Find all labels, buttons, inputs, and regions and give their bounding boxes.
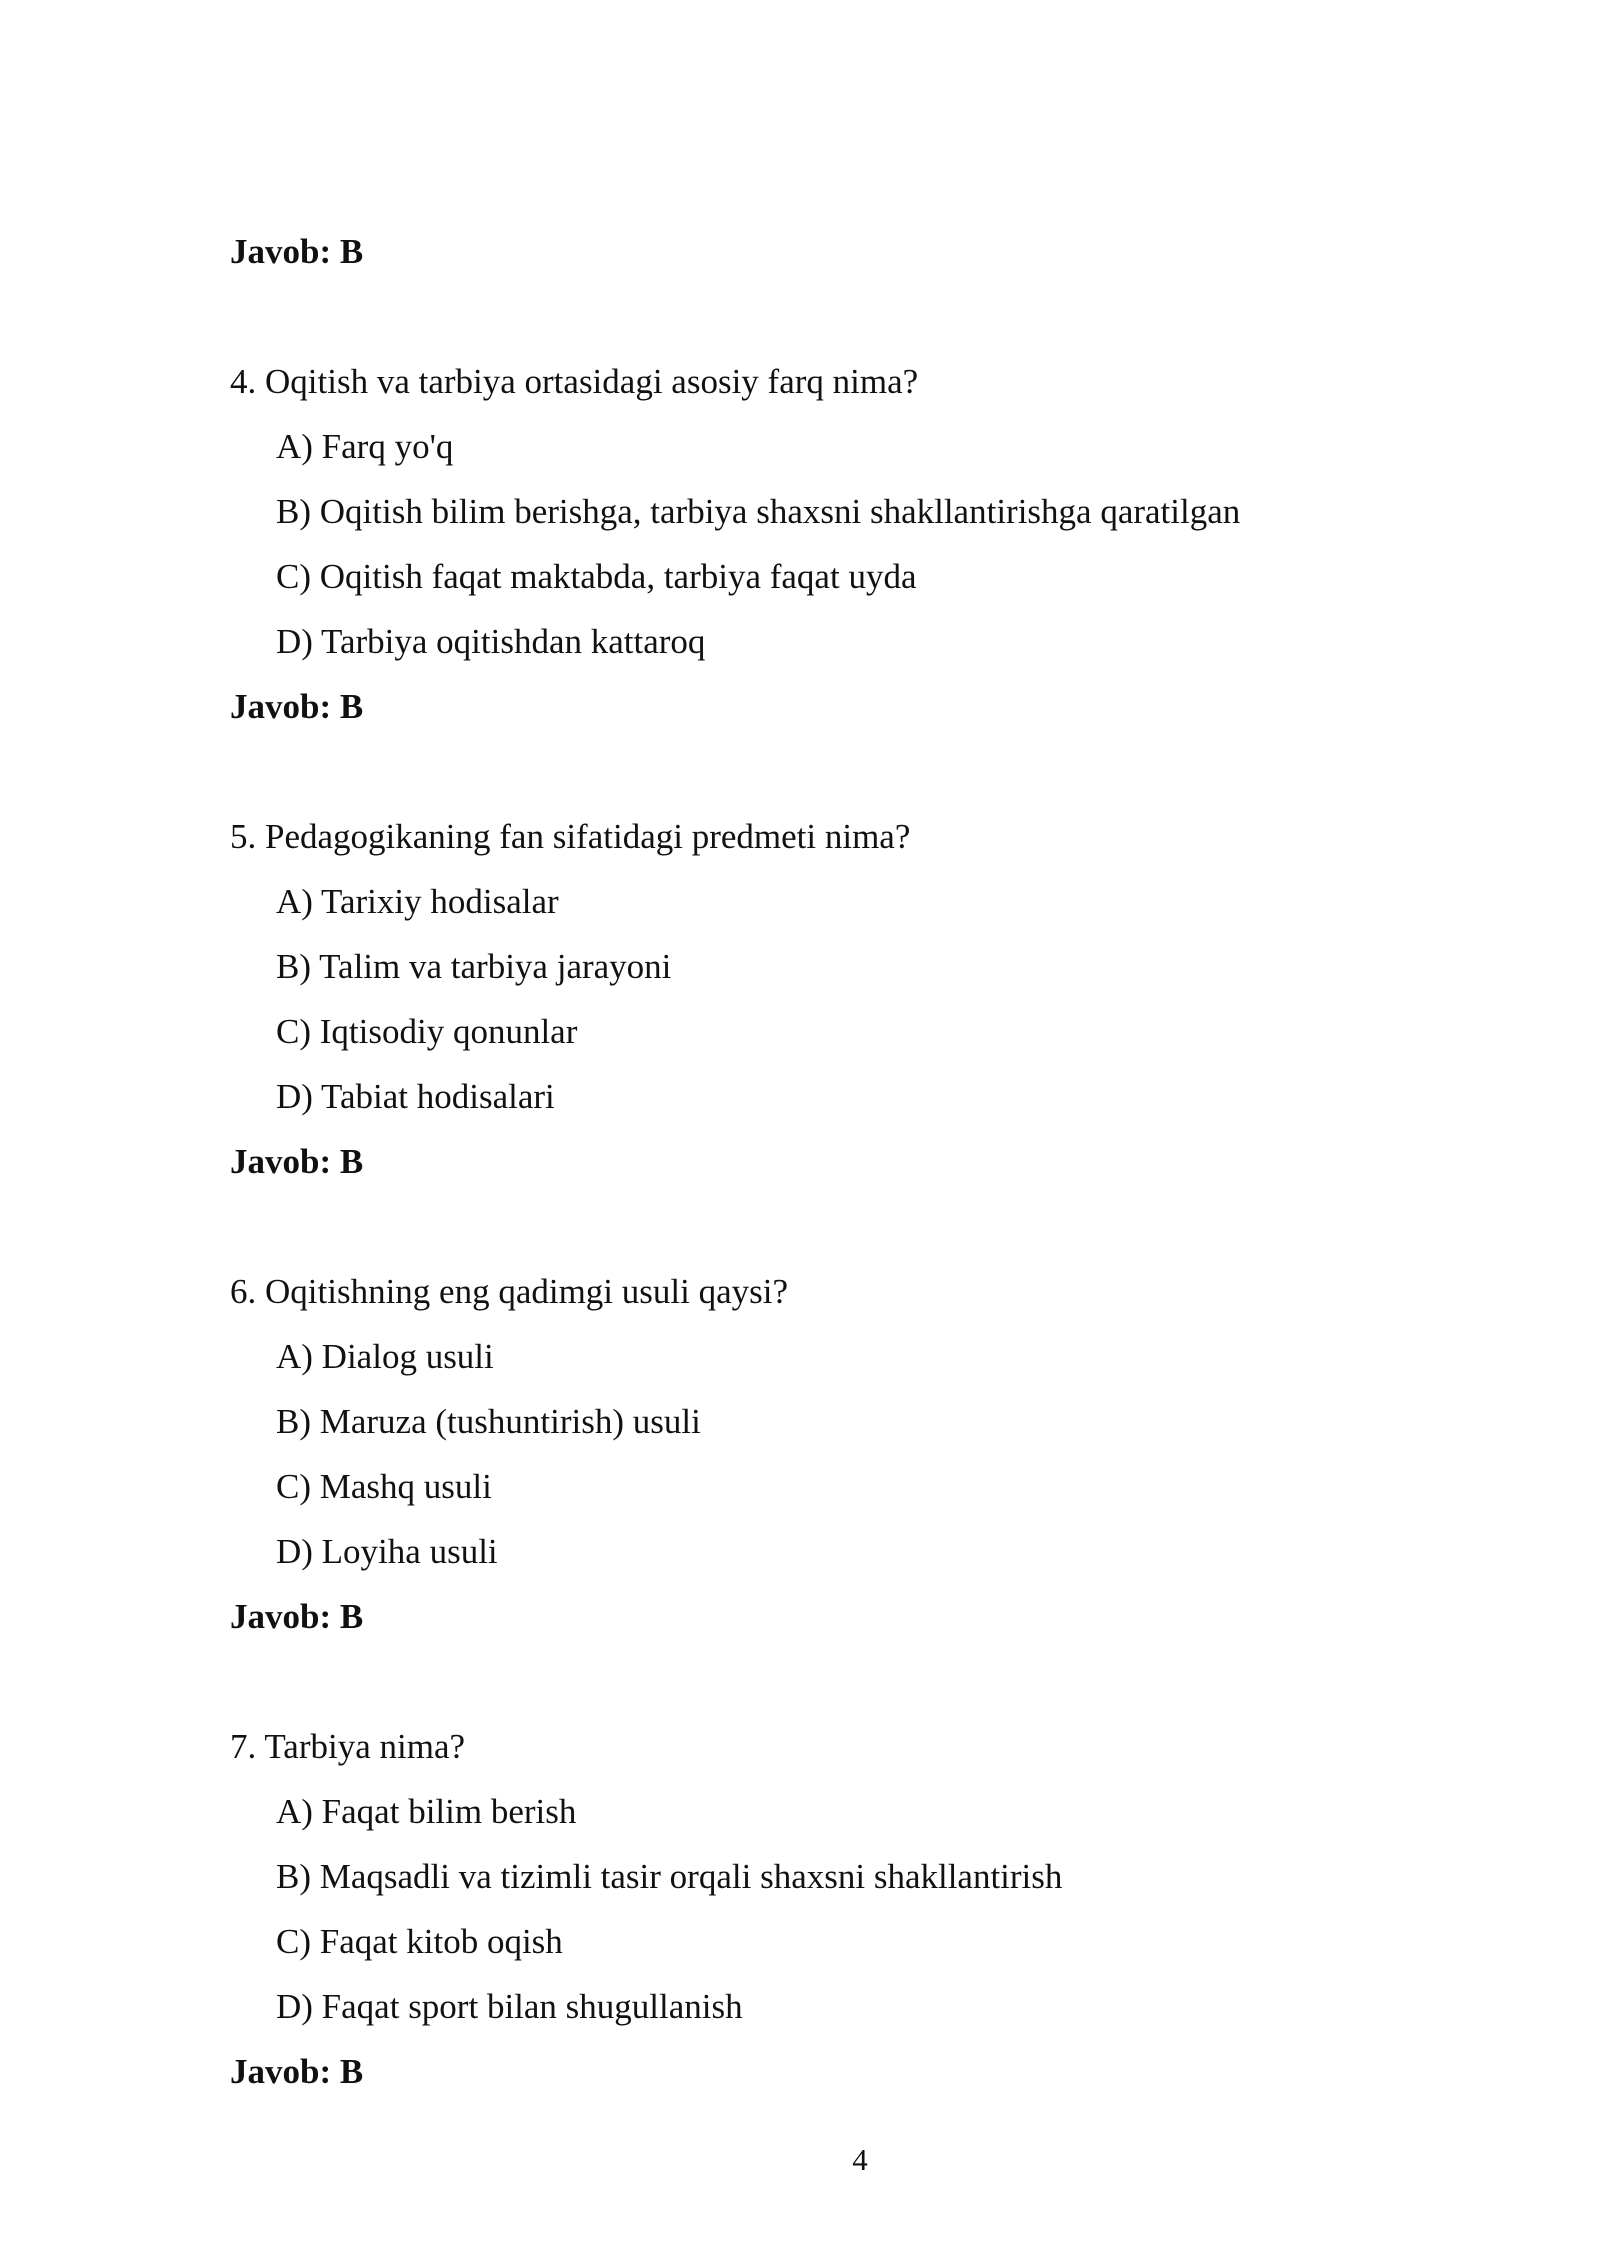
option-c: C) Oqitish faqat maktabda, tarbiya faqat uyda [276, 557, 917, 596]
page-number: 4 [852, 2142, 868, 2177]
option-b: B) Talim va tarbiya jarayoni [276, 947, 672, 986]
answer-line: Javob: B [230, 1597, 364, 1636]
answer-line: Javob: B [230, 687, 364, 726]
option-b: B) Maruza (tushuntirish) usuli [276, 1402, 701, 1441]
option-d: D) Faqat sport bilan shugullanish [276, 1987, 743, 2026]
option-d: D) Loyiha usuli [276, 1532, 498, 1571]
option-c: C) Iqtisodiy qonunlar [276, 1012, 578, 1051]
question-text: 4. Oqitish va tarbiya ortasidagi asosiy farq nima? [230, 362, 919, 401]
answer-line: Javob: B [230, 1142, 364, 1181]
option-d: D) Tarbiya oqitishdan kattaroq [276, 622, 706, 661]
option-c: C) Mashq usuli [276, 1467, 492, 1506]
option-c: C) Faqat kitob oqish [276, 1922, 563, 1961]
answer-line: Javob: B [230, 232, 364, 271]
question-text: 7. Tarbiya nima? [230, 1727, 466, 1766]
option-a: A) Faqat bilim berish [276, 1792, 577, 1831]
question-text: 6. Oqitishning eng qadimgi usuli qaysi? [230, 1272, 789, 1311]
option-d: D) Tabiat hodisalari [276, 1077, 555, 1116]
question-text: 5. Pedagogikaning fan sifatidagi predmeti nima? [230, 817, 911, 856]
option-b: B) Oqitish bilim berishga, tarbiya shaxsni shakllantirishga qaratilgan [276, 492, 1241, 531]
option-b: B) Maqsadli va tizimli tasir orqali shaxsni shakllantirish [276, 1857, 1063, 1896]
answer-line: Javob: B [230, 2052, 364, 2091]
option-a: A) Tarixiy hodisalar [276, 882, 559, 921]
option-a: A) Farq yo'q [276, 427, 454, 466]
option-a: A) Dialog usuli [276, 1337, 494, 1376]
